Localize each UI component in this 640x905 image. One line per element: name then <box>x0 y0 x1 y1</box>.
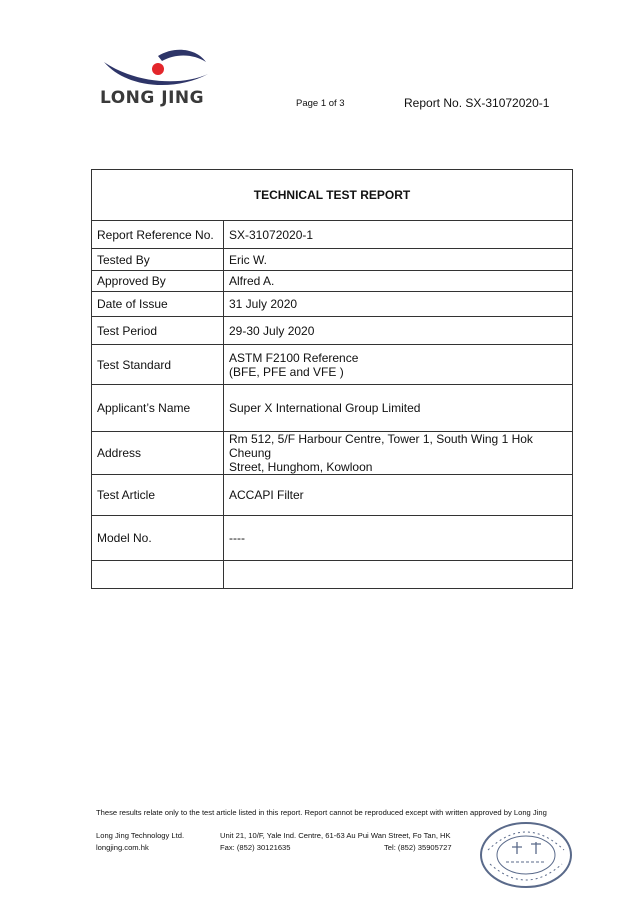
value-line: ASTM F2100 Reference <box>229 350 359 365</box>
footer-address: Unit 21, 10/F, Yale Ind. Centre, 61-63 Au Pui Wan Street, Fo Tan, HK <box>220 831 451 840</box>
value-line: Rm 512, 5/F Harbour Centre, Tower 1, South Wing 1 Hok Cheung <box>229 432 533 460</box>
row-value: 31 July 2020 <box>224 292 573 317</box>
row-label: Address <box>92 432 224 475</box>
row-label: Report Reference No. <box>92 221 224 249</box>
row-value: ---- <box>224 516 573 561</box>
table-row <box>92 516 573 561</box>
table-row <box>92 271 573 292</box>
row-value: SX-31072020-1 <box>224 221 573 249</box>
footer-company: Long Jing Technology Ltd. <box>96 831 185 840</box>
table-row <box>92 249 573 271</box>
company-seal-icon <box>478 820 574 890</box>
row-label: Test Period <box>92 317 224 345</box>
logo-text: LONG JING <box>100 88 205 108</box>
row-value: Super X International Group Limited <box>224 385 573 432</box>
row-value: Eric W. <box>224 249 573 271</box>
table-row <box>92 221 573 249</box>
table-row <box>92 475 573 516</box>
table-row <box>92 292 573 317</box>
row-value <box>224 345 573 385</box>
row-label-empty <box>92 561 224 589</box>
footer-disclaimer: These results relate only to the test article listed in this report. Report cannot be reproduced except with written approved by Long Jing <box>96 808 547 817</box>
table-row <box>92 345 573 385</box>
row-label: Date of Issue <box>92 292 224 317</box>
footer-website: longjing.com.hk <box>96 843 149 852</box>
table-row <box>92 170 573 221</box>
value-line: Street, Hunghom, Kowloon <box>229 460 373 474</box>
footer-fax: Fax: (852) 30121635 <box>220 843 291 852</box>
row-value-empty <box>224 561 573 589</box>
row-value: 29-30 July 2020 <box>224 317 573 345</box>
row-value <box>224 432 573 475</box>
row-label: Applicant’s Name <box>92 385 224 432</box>
page-number: Page 1 of 3 <box>296 98 345 109</box>
report-number: Report No. SX-31072020-1 <box>404 96 550 110</box>
table-row <box>92 432 573 475</box>
row-label: Test Article <box>92 475 224 516</box>
footer-tel: Tel: (852) 35905727 <box>384 843 452 852</box>
report-title: TECHNICAL TEST REPORT <box>92 170 573 221</box>
row-label: Tested By <box>92 249 224 271</box>
row-value: Alfred A. <box>224 271 573 292</box>
table-row <box>92 317 573 345</box>
table-row-empty <box>92 561 573 589</box>
value-line: (BFE, PFE and VFE ) <box>229 364 344 379</box>
row-label: Model No. <box>92 516 224 561</box>
table-row <box>92 385 573 432</box>
report-table <box>91 169 573 589</box>
row-value: ACCAPI Filter <box>224 475 573 516</box>
row-label: Test Standard <box>92 345 224 385</box>
row-label: Approved By <box>92 271 224 292</box>
